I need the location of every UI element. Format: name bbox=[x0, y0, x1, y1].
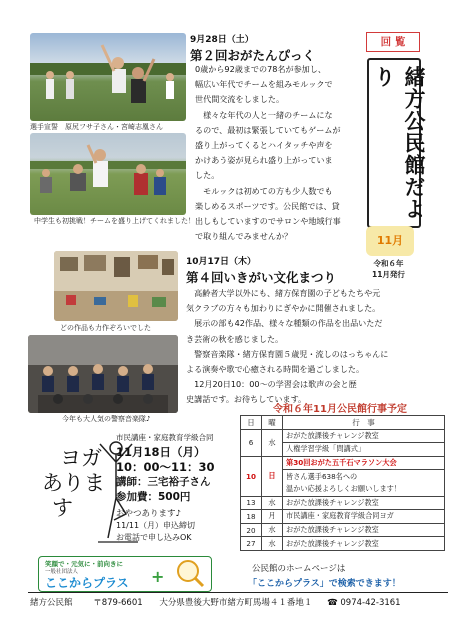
homepage-note bbox=[236, 562, 401, 589]
schedule-event: おがた放課後チャレンジ教室 bbox=[283, 429, 445, 443]
schedule-table bbox=[240, 415, 445, 551]
schedule-row bbox=[241, 523, 445, 537]
schedule-header-dow: 曜 bbox=[262, 416, 283, 430]
banner-tagline: 笑顔で・元気に・前向きに bbox=[45, 560, 123, 568]
homepage-line2: 「ここからプラス」で検索できます！ bbox=[248, 579, 401, 589]
newsletter-title-box bbox=[367, 58, 426, 228]
issue-month: 11月発行 bbox=[372, 270, 405, 279]
schedule-day: 6 bbox=[241, 429, 262, 456]
schedule-row bbox=[241, 510, 445, 524]
event2-title: 第４回いきがい文化まつり bbox=[186, 270, 337, 285]
kairan-text: 回 覧 bbox=[380, 36, 406, 48]
footer-postal: 〒879-6601 bbox=[93, 598, 143, 608]
caption-oath: 選手宣誓 原尻フサ子さん・宮崎志凰さん bbox=[30, 123, 163, 131]
banner-name: ここからプラス bbox=[45, 576, 129, 590]
month-badge bbox=[366, 226, 414, 256]
footer bbox=[30, 596, 401, 608]
schedule-row bbox=[241, 429, 445, 443]
yoga-details bbox=[116, 432, 215, 544]
caption-junior-high: 中学生も初挑戦！チームを盛り上げてくれました！ bbox=[34, 217, 195, 225]
yoga-headline-line2: ありま bbox=[42, 471, 105, 495]
schedule-event: おがた放課後チャレンジ教室 bbox=[283, 523, 445, 537]
photo-opening-oath bbox=[30, 33, 186, 121]
exhibition-scene-illustration bbox=[54, 251, 178, 321]
event2-body: 高齢者大学以外にも、緒方保育園の子どもたちや元 気クラブの方々も加わりにぎやかに開催されました。 展示の部も42作品、様々な種類の作品を出品いただ き芸術の秋を感じました。 警察音楽隊・緒方保育園５歳児・流しのはっちゃんに よる演奏や歌で心癒される時間を過ごしました。 12月20日10：00～の学習会は歌声の会と歴 史講話です。お待ちしています。 bbox=[186, 288, 389, 405]
yoga-headline bbox=[38, 446, 105, 521]
schedule-day: 10 bbox=[241, 456, 262, 496]
schedule-event: おがた放課後チャレンジ教室 bbox=[283, 496, 445, 510]
homepage-line1: 公民館のホームページは bbox=[252, 564, 346, 574]
event1-title: 第２回おがたんぴっく bbox=[190, 48, 316, 63]
schedule-dow: 日 bbox=[262, 456, 283, 496]
plus-icon: + bbox=[151, 567, 165, 586]
yoga-headline-line1: ヨガ bbox=[60, 446, 102, 470]
month-badge-label: 11月 bbox=[376, 234, 404, 247]
schedule-dow: 水 bbox=[262, 523, 283, 537]
event2-date: 10月17日（木） bbox=[186, 257, 257, 267]
issue-era: 令和６年 bbox=[373, 259, 404, 268]
newsletter-title: 緒方公民館だより bbox=[372, 66, 426, 220]
yoga-course: 市民講座・家庭教育学級合同 bbox=[116, 433, 214, 442]
schedule-event: 人権学習学級「問講式」 bbox=[283, 443, 445, 457]
schedule-header-event: 行 事 bbox=[283, 416, 445, 430]
footer-address: 大分県豊後大野市緒方町馬場４１番地１ bbox=[159, 598, 313, 608]
yoga-fee: 参加費：500円 bbox=[116, 491, 191, 503]
schedule-event: おがた放課後チャレンジ教室 bbox=[283, 537, 445, 551]
phone-icon: ☎ bbox=[327, 598, 338, 608]
kairan-badge bbox=[366, 32, 420, 52]
schedule-day: 13 bbox=[241, 496, 262, 510]
yoga-phone-note: お電話で申し込みOK bbox=[116, 533, 192, 542]
schedule-dow: 水 bbox=[262, 496, 283, 510]
schedule-day: 27 bbox=[241, 537, 262, 551]
photo-molkky-players bbox=[30, 133, 186, 215]
magnifier-icon bbox=[175, 558, 205, 588]
schedule-dow: 水 bbox=[262, 537, 283, 551]
photo-police-band bbox=[28, 335, 178, 413]
molkky-scene-illustration bbox=[30, 133, 186, 215]
yoga-deadline: 11/11（月）申込締切 bbox=[116, 521, 196, 530]
schedule-event-marathon: 第30回おがた五千石マラソン大会 bbox=[283, 456, 445, 470]
schedule-event: 温かい応援よろしくお願いします！ bbox=[283, 483, 445, 496]
footer-office: 緒方公民館 bbox=[30, 598, 73, 608]
schedule-event: 皆さん選手638名への bbox=[283, 470, 445, 483]
schedule-title: 令和６年11月公民館行事予定 bbox=[273, 404, 407, 415]
schedule-header-row bbox=[241, 416, 445, 430]
schedule-day: 18 bbox=[241, 510, 262, 524]
footer-tel: 0974-42-3161 bbox=[340, 598, 401, 608]
schedule-row bbox=[241, 537, 445, 551]
schedule-dow: 水 bbox=[262, 429, 283, 456]
event1-date: 9月28日（土） bbox=[190, 35, 254, 45]
schedule-row bbox=[241, 496, 445, 510]
caption-police-band: 今年も大人気の警察音楽隊♪ bbox=[62, 415, 151, 423]
oath-scene-illustration bbox=[30, 33, 186, 121]
schedule-dow: 月 bbox=[262, 510, 283, 524]
yoga-time: 10：00～11：30 bbox=[116, 460, 215, 474]
schedule-day: 20 bbox=[241, 523, 262, 537]
photo-exhibition bbox=[54, 251, 178, 321]
schedule-header-day: 日 bbox=[241, 416, 262, 430]
band-scene-illustration bbox=[28, 335, 178, 413]
schedule-event: 市民講座・家庭教育学級合同ヨガ bbox=[283, 510, 445, 524]
yoga-date: 11月18日（月） bbox=[116, 445, 206, 459]
caption-exhibition: どの作品も力作ぞろいでした bbox=[60, 324, 151, 332]
yoga-note: おやつあります♪ bbox=[116, 509, 181, 519]
schedule-row-highlight bbox=[241, 456, 445, 470]
issue-date bbox=[372, 258, 405, 280]
yoga-lecturer: 講師：三宅裕子さん bbox=[116, 476, 211, 488]
kokokara-plus-banner[interactable] bbox=[38, 556, 212, 592]
yoga-headline-line3: す bbox=[52, 496, 73, 520]
footer-line bbox=[28, 592, 448, 593]
event1-body: 0歳から92歳までの78名が参加し、 幅広い年代でチームを組みモルックで 世代間交流をしました。 様々な年代の人と一緒のチームにな るので、最初は緊張していてもゲームが 盛り上がってくるとハイタッチや声を かけあう姿が見られ盛り上がっていま した。 モルックは初めての方も少人数でも 楽しめるスポーツです。公民館では、貸 出しもしていますのでサロンや地域行事 で取り組んでみませんか？ bbox=[195, 64, 341, 242]
banner-org: 一般社団法人 bbox=[45, 569, 79, 575]
